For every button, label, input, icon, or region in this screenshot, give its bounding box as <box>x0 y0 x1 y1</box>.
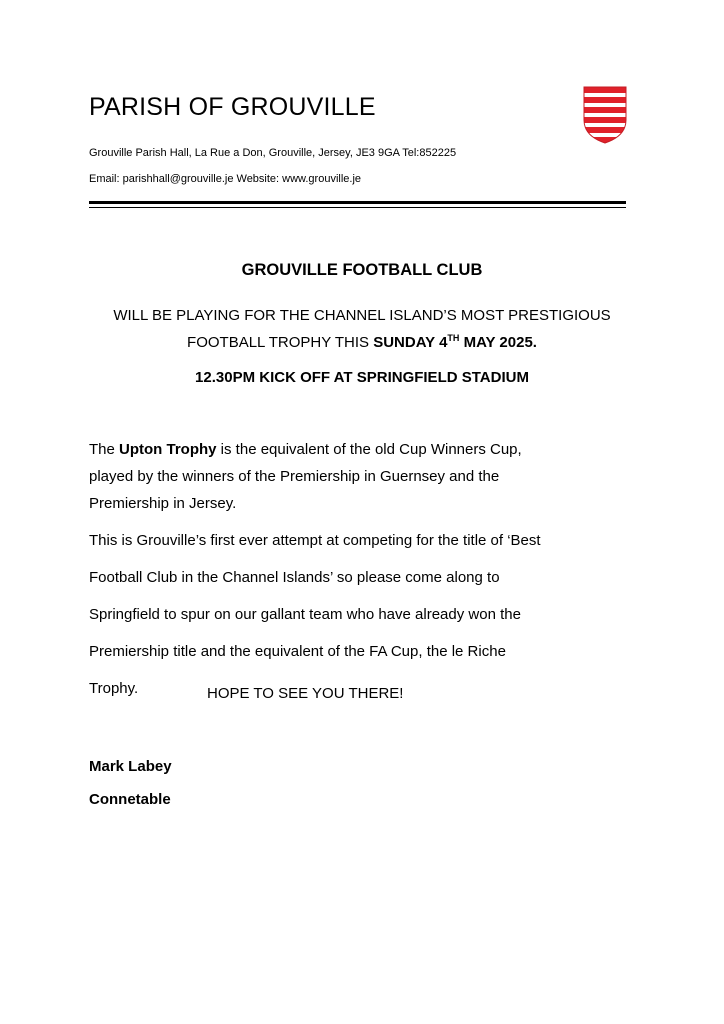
closing-line: HOPE TO SEE YOU THERE! <box>207 685 404 702</box>
paragraph-line: Football Club in the Channel Islands’ so please come along to <box>89 569 500 586</box>
match-announcement <box>0 302 724 356</box>
announcement-prefix: FOOTBALL TROPHY THIS <box>187 334 374 351</box>
parish-address: Grouville Parish Hall, La Rue a Don, Grouville, Jersey, JE3 9GA Tel:852225 <box>89 147 457 159</box>
parish-title: PARISH OF GROUVILLE <box>89 93 376 121</box>
parish-crest-icon <box>583 86 627 144</box>
paragraph-line: The Upton Trophy is the equivalent of the old Cup Winners Cup, <box>89 441 522 458</box>
signatory-title: Connetable <box>89 791 171 808</box>
paragraph-line: Springfield to spur on our gallant team who have already won the <box>89 606 521 623</box>
paragraph-line: Premiership title and the equivalent of the FA Cup, the le Riche <box>89 643 506 660</box>
paragraph-line: played by the winners of the Premiership in Guernsey and the <box>89 468 500 485</box>
trophy-paragraph <box>89 436 522 517</box>
kickoff-info: 12.30PM KICK OFF AT SPRINGFIELD STADIUM <box>195 369 529 386</box>
header-divider-thick <box>89 201 626 204</box>
paragraph-line: Premiership in Jersey. <box>89 495 237 512</box>
signatory-name: Mark Labey <box>89 758 172 775</box>
paragraph-line: This is Grouville’s first ever attempt at competing for the title of ‘Best <box>89 532 541 549</box>
invitation-paragraph <box>89 527 541 702</box>
match-date: SUNDAY 4TH MAY 2025. <box>373 333 537 351</box>
announcement-line-2 <box>0 329 724 356</box>
announcement-line-1: WILL BE PLAYING FOR THE CHANNEL ISLAND’S MOST PRESTIGIOUS <box>113 307 611 324</box>
club-heading: GROUVILLE FOOTBALL CLUB <box>241 261 483 279</box>
paragraph-line: Trophy. <box>89 680 139 697</box>
parish-contact: Email: parishhall@grouville.je Website: www.grouville.je <box>89 173 362 185</box>
header-divider-thin <box>89 207 626 208</box>
trophy-name: Upton Trophy <box>119 441 217 458</box>
